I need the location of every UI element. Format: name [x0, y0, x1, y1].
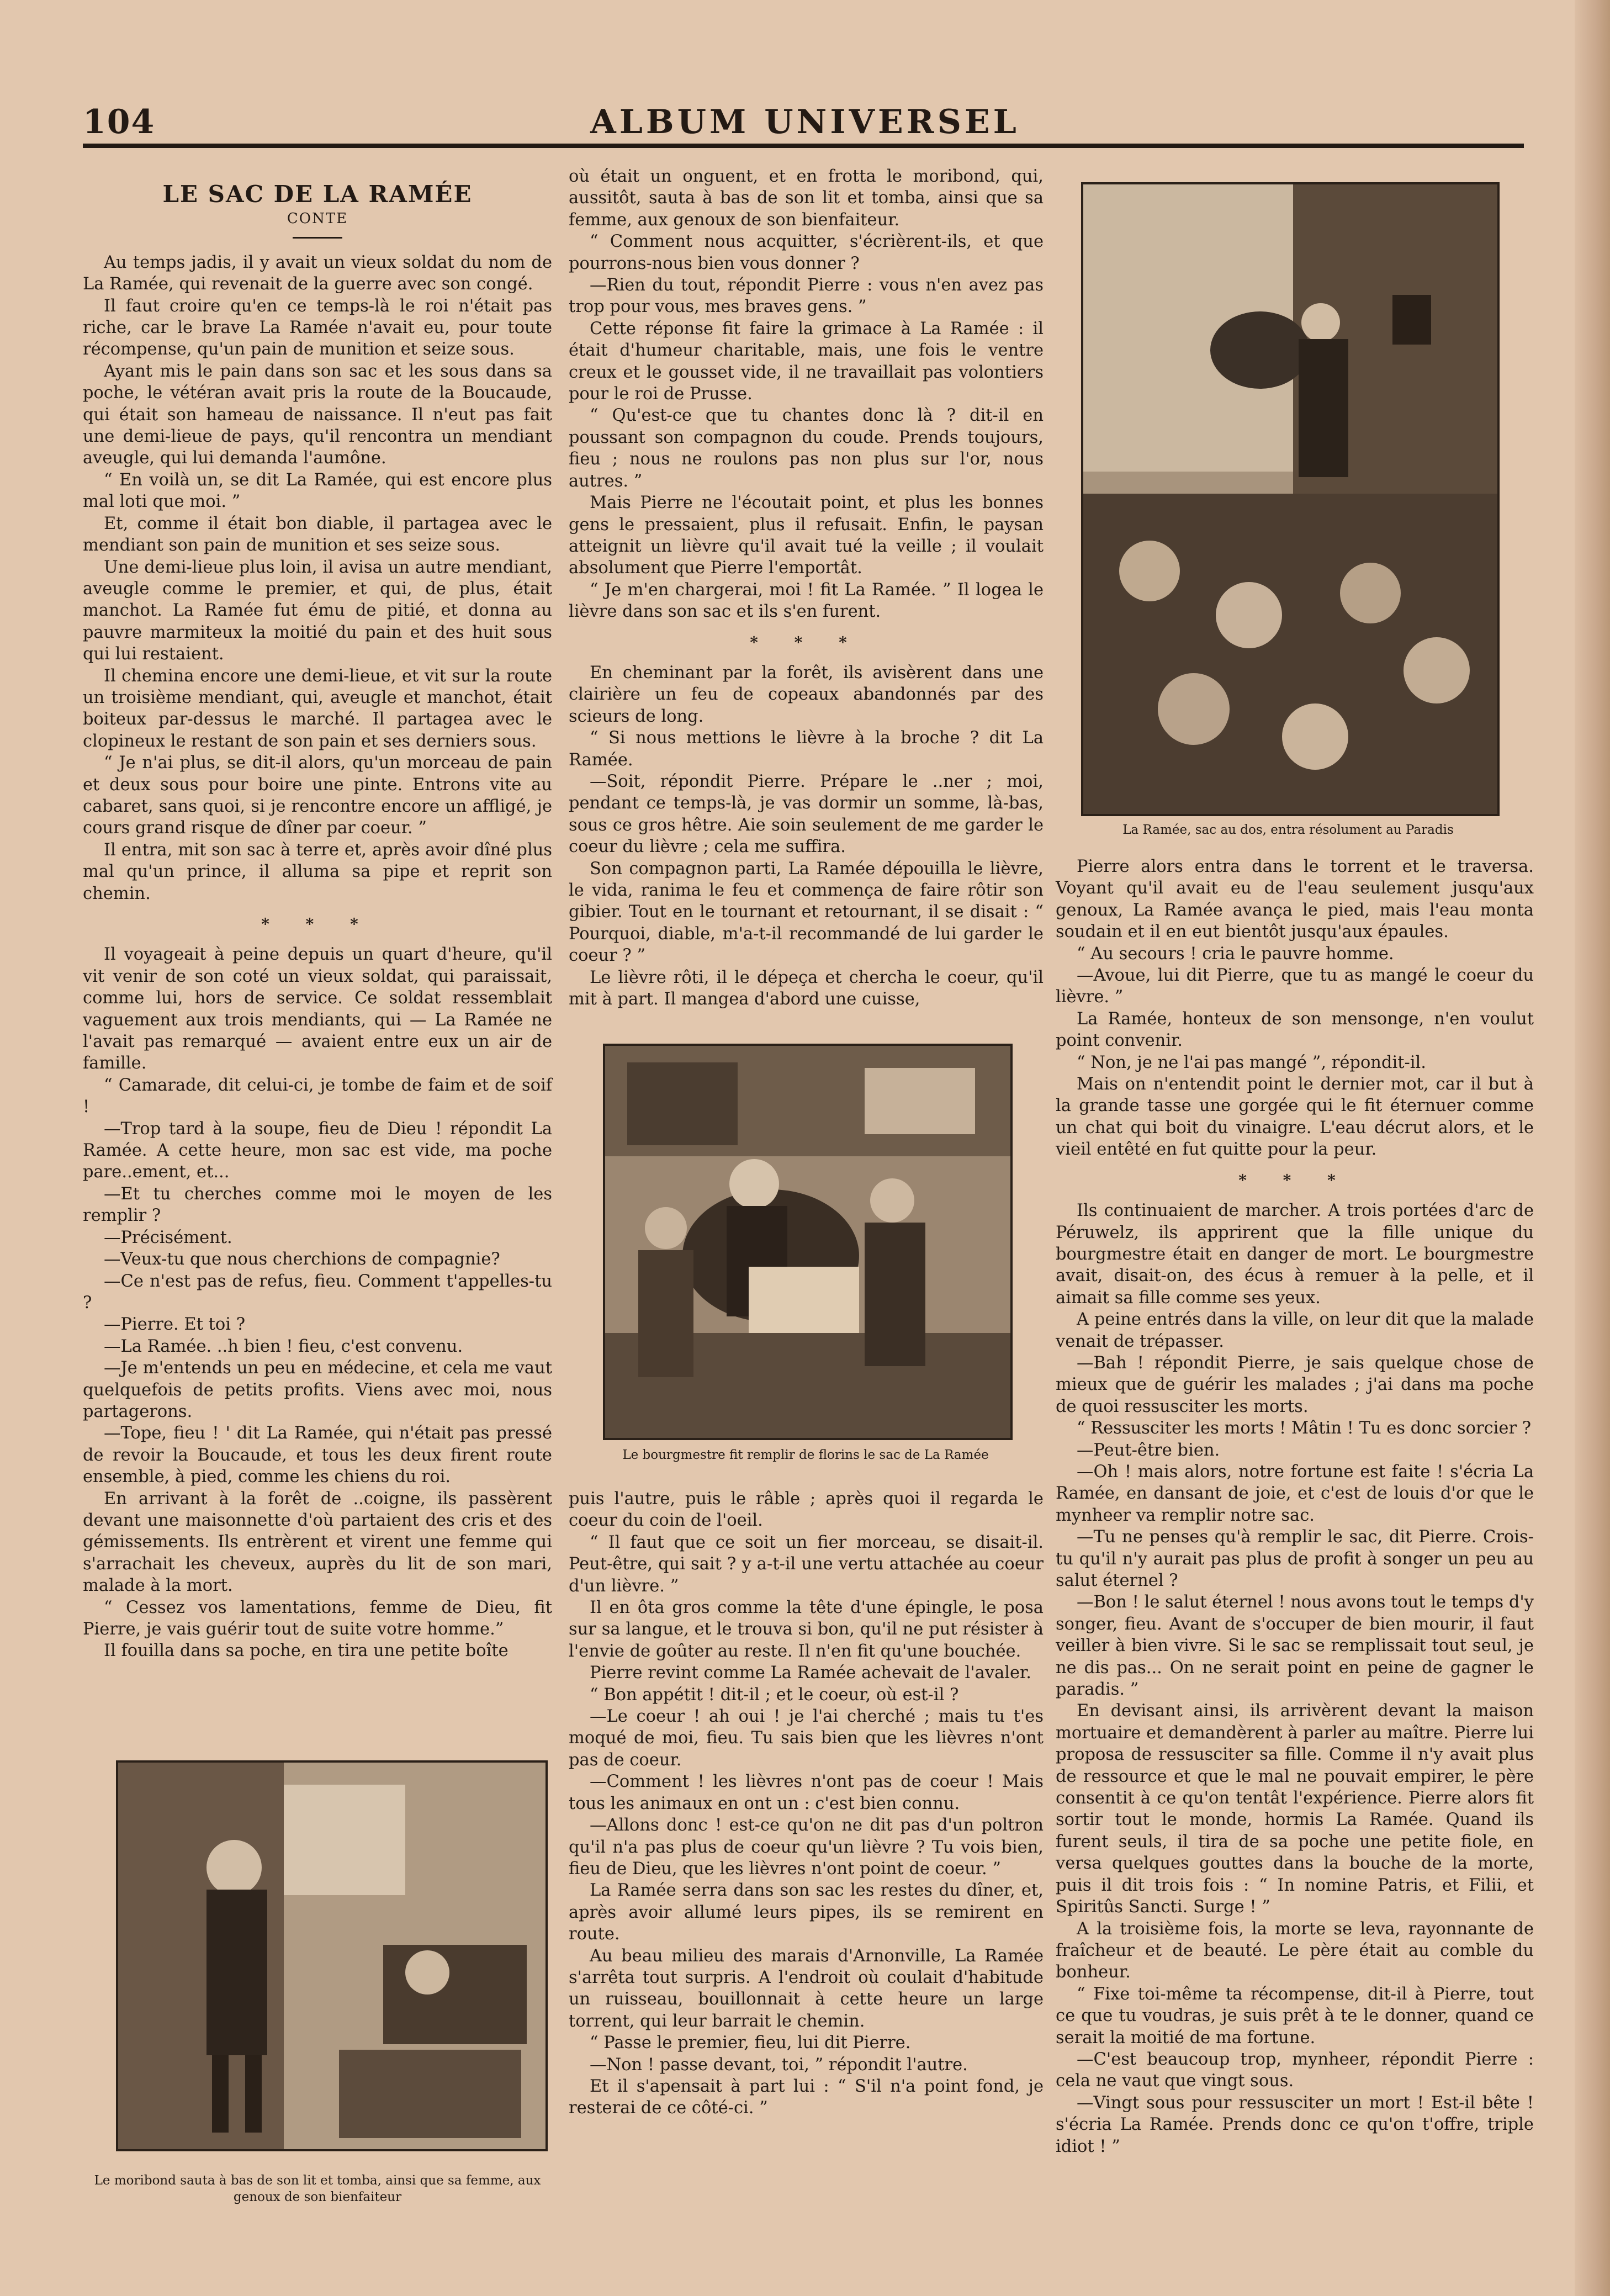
paragraph: Il entra, mit son sac à terre et, après avoir dîné plus mal qu'un prince, il alluma sa pipe et reprit son chemin. [83, 840, 552, 903]
figure-caption: Le bourgmestre fit remplir de florins le sac de La Ramée [622, 1448, 989, 1462]
running-title: ALBUM UNIVERSEL [590, 103, 1020, 141]
paragraph: —Comment ! les lièvres n'ont pas de coeur ! Mais tous les animaux en ont un : c'est bien connu. [569, 1772, 1044, 1813]
paragraph: Il en ôta gros comme la tête d'une épingle, le posa sur sa langue, et le trouva si bon, qu'il ne put résister à l'envie de goûter au reste. Il n'en fit qu'une bouchée. [569, 1598, 1044, 1661]
paragraph: Ils continuaient de marcher. A trois portées d'arc de Péruwelz, ils apprirent que la fille unique du bourgmestre était en danger de mort. Le bourgmestre avait, disait-on, des écus à remuer à la pelle, et il aimait sa fille comme ses yeux. [1056, 1201, 1534, 1308]
paragraph: Cette réponse fit faire la grimace à La Ramée : il était d'humeur charitable, mais, une fois le ventre creux et le gousset vide, il ne travaillait pas volontiers pour le roi de Prusse. [569, 319, 1044, 404]
paragraph: Pierre alors entra dans le torrent et le traversa. Voyant qu'il avait eu de l'eau seulement jusqu'aux genoux, La Ramée avança le pied, mais l'eau monta soudain et il en eut bientôt jusqu'aux épaules. [1056, 857, 1534, 942]
section-separator: * * * [750, 633, 862, 652]
paragraph: Il fouilla dans sa poche, en tira une petite boîte [104, 1641, 509, 1661]
paragraph: —Trop tard à la soupe, fieu de Dieu ! répondit La Ramée. A cette heure, mon sac est vide, ma poche pare..ement, et... [83, 1119, 552, 1182]
paragraph: La Ramée serra dans son sac les restes du dîner, et, après avoir allumé leurs pipes, ils se remirent en route. [569, 1881, 1044, 1944]
paragraph: puis l'autre, puis le râble ; après quoi il regarda le coeur du coin de l'oeil. [569, 1489, 1044, 1531]
paragraph: —Bah ! répondit Pierre, je sais quelque chose de mieux que de guérir les malades ; j'ai dans ma poche de quoi ressusciter les morts. [1056, 1353, 1534, 1416]
section-separator: * * * [1238, 1171, 1351, 1189]
illustration-moribond [116, 1760, 548, 2151]
paragraph: —Ce n'est pas de refus, fieu. Comment t'appelles-tu ? [83, 1271, 552, 1313]
paragraph: Il faut croire qu'en ce temps-là le roi n'était pas riche, car le brave La Ramée n'avait eu, pour toute récompense, qu'un pain de munition et seize sous. [83, 296, 552, 359]
paragraph: “ Il faut que ce soit un fier morceau, se disait-il. Peut-être, qui sait ? y a-t-il une vertu attachée au coeur d'un lièvre. ” [569, 1532, 1044, 1596]
paragraph: —Oh ! mais alors, notre fortune est faite ! s'écria La Ramée, en dansant de joie, et c'est de louis d'or que le mynheer va remplir notre sac. [1056, 1462, 1534, 1525]
paragraph: —Non ! passe devant, toi, ” répondit l'autre. [590, 2055, 968, 2075]
paragraph: Le lièvre rôti, il le dépeça et chercha le coeur, qu'il mit à part. Il mangea d'abord une cuisse, [569, 967, 1044, 1009]
paragraph: La Ramée, honteux de son mensonge, n'en voulut point convenir. [1056, 1009, 1534, 1051]
paragraph: —Le coeur ! ah oui ! je l'ai cherché ; mais tu t'es moqué de moi, fieu. Tu sais bien que les lièvres n'ont pas de coeur. [569, 1707, 1044, 1770]
paragraph: —Soit, répondit Pierre. Prépare le ..ner ; moi, pendant ce temps-là, je vas dormir un somme, là-bas, sous ce gros hêtre. Aie soin seulement de me garder le coeur du lièvre ; cela me suffira. [569, 771, 1044, 857]
paragraph: A la troisième fois, la morte se leva, rayonnante de fraîcheur et de beauté. Le père était au comble du bonheur. [1056, 1919, 1534, 1982]
paragraph: —La Ramée. ..h bien ! fieu, c'est convenu. [104, 1336, 463, 1356]
illustration-bourgmestre [603, 1044, 1013, 1440]
paragraph: —Je m'entends un peu en médecine, et cela me vaut quelquefois de petits profits. Viens avec moi, nous partagerons. [83, 1358, 552, 1421]
paragraph: “ Qu'est-ce que tu chantes donc là ? dit-il en poussant son compagnon du coude. Prends toujours, fieu ; nous ne roulons pas non plus sur l'or, nous autres. ” [569, 406, 1044, 491]
paragraph: En devisant ainsi, ils arrivèrent devant la maison mortuaire et demandèrent à parler au maître. Pierre lui proposa de ressusciter sa fille. Comme il n'y avait plus de ressource et que le mal ne pouvait empirer, le père consentit à ce qu'on tentât l'expérience. Pierre alors fit sortir tout le monde, hormis La Ramée. Quand ils furent seuls, il tira de sa poche une petite fiole, en versa quelques gouttes dans la bouche de la morte, puis il dit trois fois : “ In nomine Patris, et Filii, et Spiritûs Sancti. Surge ! ” [1056, 1701, 1534, 1917]
paragraph: “ Camarade, dit celui-ci, je tombe de faim et de soif ! [83, 1075, 552, 1117]
paragraph: Ayant mis le pain dans son sac et les sous dans sa poche, le vétéran avait pris la route de la Boucaude, qui était son hameau de naissance. Il n'eut pas fait une demi-lieue de pays, qu'il rencontra un mendiant aveugle, qui lui demanda l'aumône. [83, 361, 552, 468]
figure-caption: Le moribond sauta à bas de son lit et tomba, ainsi que sa femme, aux genoux de son bienfaiteur [94, 2173, 541, 2204]
paragraph: “ Fixe toi-même ta récompense, dit-il à Pierre, tout ce que tu voudras, je suis prêt à te le donner, quand ce serait la moitié de ma fortune. [1056, 1984, 1534, 2048]
paragraph: En cheminant par la forêt, ils avisèrent dans une clairière un feu de copeaux abandonnés par des scieurs de long. [569, 663, 1044, 726]
paragraph: Pierre revint comme La Ramée achevait de l'avaler. [590, 1663, 1031, 1683]
column-3 [1056, 856, 1534, 2157]
paragraph: “ Non, je ne l'ai pas mangé ”, répondit-il. [1077, 1052, 1426, 1072]
paragraph: “ Bon appétit ! dit-il ; et le coeur, où est-il ? [590, 1685, 959, 1705]
paragraph: —Pierre. Et toi ? [104, 1315, 246, 1335]
paragraph: Son compagnon parti, La Ramée dépouilla le lièvre, le vida, ranima le feu et commença de faire rôtir son gibier. Tout en le tournant et retournant, il se disait : “ Pourquoi, diable, m'a-t-il recommandé de lui garder le coeur ? ” [569, 859, 1044, 966]
paragraph: Et, comme il était bon diable, il partagea avec le mendiant son pain de munition et ses seize sous. [83, 514, 552, 556]
paragraph: —Peut-être bien. [1077, 1440, 1220, 1460]
paragraph: Au temps jadis, il y avait un vieux soldat du nom de La Ramée, qui revenait de la guerre avec son congé. [83, 252, 552, 294]
paragraph: “ Ressusciter les morts ! Mâtin ! Tu es donc sorcier ? [1077, 1419, 1532, 1438]
column-2-continued [569, 1488, 1044, 2119]
paragraph: Mais Pierre ne l'écoutait point, et plus les bonnes gens le pressaient, plus il refusait. Enfin, le paysan atteignit un lièvre qu'il avait tué la veille ; il voulait absolument que Pierre l'emportât. [569, 493, 1044, 578]
paragraph: Mais on n'entendit point le dernier mot, car il but à la grande tasse une gorgée qui le fit éternuer comme un chat qui boit du vinaigre. L'eau décrut alors, et le vieil entêté en fut quitte pour la peur. [1056, 1075, 1534, 1160]
page-binding-edge [1575, 0, 1610, 2296]
paragraph: “ Si nous mettions le lièvre à la broche ? dit La Ramée. [569, 728, 1044, 770]
paragraph: “ En voilà un, se dit La Ramée, qui est encore plus mal loti que moi. ” [83, 470, 552, 512]
paragraph: —Veux-tu que nous cherchions de compagnie? [104, 1250, 500, 1269]
column-2 [569, 166, 1044, 1010]
paragraph: —Rien du tout, répondit Pierre : vous n'en avez pas trop pour vous, mes braves gens. ” [569, 276, 1044, 317]
paragraph: —Allons donc ! est-ce qu'on ne dit pas d'un poltron qu'il n'a pas plus de coeur qu'un lièvre ? Tu vois bien, fieu de Dieu, que les lièvres n'ont point de coeur. ” [569, 1816, 1044, 1879]
paragraph: “ Cessez vos lamentations, femme de Dieu, fit Pierre, je vais guérir tout de suite votre homme.” [83, 1597, 552, 1639]
paragraph: “ Je n'ai plus, se dit-il alors, qu'un morceau de pain et deux sous pour boire une pinte. Entrons vite au cabaret, sans quoi, si je rencontre encore un affligé, je cours grand risque de dîner par coeur. ” [83, 753, 552, 838]
paragraph: —Avoue, lui dit Pierre, que tu as mangé le coeur du lièvre. ” [1056, 966, 1534, 1007]
title-rule [293, 237, 342, 239]
paragraph: —Et tu cherches comme moi le moyen de les remplir ? [83, 1184, 552, 1226]
paragraph: —Précisément. [104, 1228, 232, 1247]
paragraph: “ Comment nous acquitter, s'écrièrent-ils, et que pourrons-nous bien vous donner ? [569, 232, 1044, 273]
paragraph: —Tu ne penses qu'à remplir le sac, dit Pierre. Crois-tu qu'il n'y aurait pas plus de profit à songer un peu au salut éternel ? [1056, 1527, 1534, 1590]
paragraph: où était un onguent, et en frotta le moribond, qui, aussitôt, sauta à bas de son lit et tomba, ainsi que sa femme, aux genoux de son bienfaiteur. [569, 167, 1044, 230]
paragraph: Il chemina encore une demi-lieue, et vit sur la route un troisième mendiant, qui, aveugle et manchot, était boiteux par-dessus le marché. Il partagea avec le clopineux le restant de son pain et ses derniers sous. [83, 666, 552, 751]
paragraph: —Bon ! le salut éternel ! nous avons tout le temps d'y songer, fieu. Avant de s'occuper de bien mourir, il faut veiller à bien vivre. Si le sac se remplissait tout seul, je ne dis pas... On ne serait point en peine de gagner le paradis. ” [1056, 1593, 1534, 1700]
figure-caption: La Ramée, sac au dos, entra résolument au Paradis [1122, 823, 1454, 837]
header-rule [83, 144, 1524, 148]
article-title: LE SAC DE LA RAMÉE [162, 181, 473, 208]
paragraph: “ Au secours ! cria le pauvre homme. [1077, 944, 1394, 964]
section-separator: * * * [261, 915, 374, 933]
paragraph: Au beau milieu des marais d'Arnonville, La Ramée s'arrêta tout surpris. A l'endroit où coulait d'habitude un ruisseau, bouillonnait à cette heure un large torrent, qui leur barrait le chemin. [569, 1946, 1044, 2031]
column-1 [83, 183, 552, 1662]
paragraph: —C'est beaucoup trop, mynheer, répondit Pierre : cela ne vaut que vingt sous. [1056, 2049, 1534, 2091]
paragraph: “ Je m'en chargerai, moi ! fit La Ramée. ” Il logea le lièvre dans son sac et ils s'en furent. [569, 580, 1044, 622]
paragraph: Il voyageait à peine depuis un quart d'heure, qu'il vit venir de son coté un vieux soldat, qui paraissait, comme lui, hors de service. Ce soldat ressemblait vaguement aux trois mendiants, qui — La Ramée ne l'avait pas remarqué — avaient entre eux un air de famille. [83, 945, 552, 1073]
paragraph: —Tope, fieu ! ' dit La Ramée, qui n'était pas pressé de revoir la Boucaude, et tous les deux firent route ensemble, à pied, comme les chiens du roi. [83, 1424, 552, 1487]
paragraph: “ Passe le premier, fieu, lui dit Pierre. [590, 2033, 911, 2053]
paragraph: A peine entrés dans la ville, on leur dit que la malade venait de trépasser. [1056, 1310, 1534, 1351]
paragraph: En arrivant à la forêt de ..coigne, ils passèrent devant une maisonnette d'où partaient des cris et des gémissements. Ils entrèrent et virent une femme qui s'arrachait les cheveux, auprès du lit de son mari, malade à la mort. [83, 1489, 552, 1596]
page-number: 104 [83, 103, 156, 141]
paragraph: —Vingt sous pour ressusciter un mort ! Est-il bête ! s'écria La Ramée. Prends donc ce qu'on t'offre, triple idiot ! ” [1056, 2093, 1534, 2156]
illustration-paradis [1081, 182, 1500, 816]
paragraph: Une demi-lieue plus loin, il avisa un autre mendiant, aveugle comme le premier, et qui, de plus, était manchot. La Ramée fut ému de pitié, et donna au pauvre marmiteux la moitié du pain et des huit sous qui lui restaient. [83, 557, 552, 664]
article-subtitle: CONTE [287, 210, 348, 228]
paragraph: Et il s'apensait à part lui : “ S'il n'a point fond, je resterai de ce côté-ci. ” [569, 2076, 1044, 2118]
